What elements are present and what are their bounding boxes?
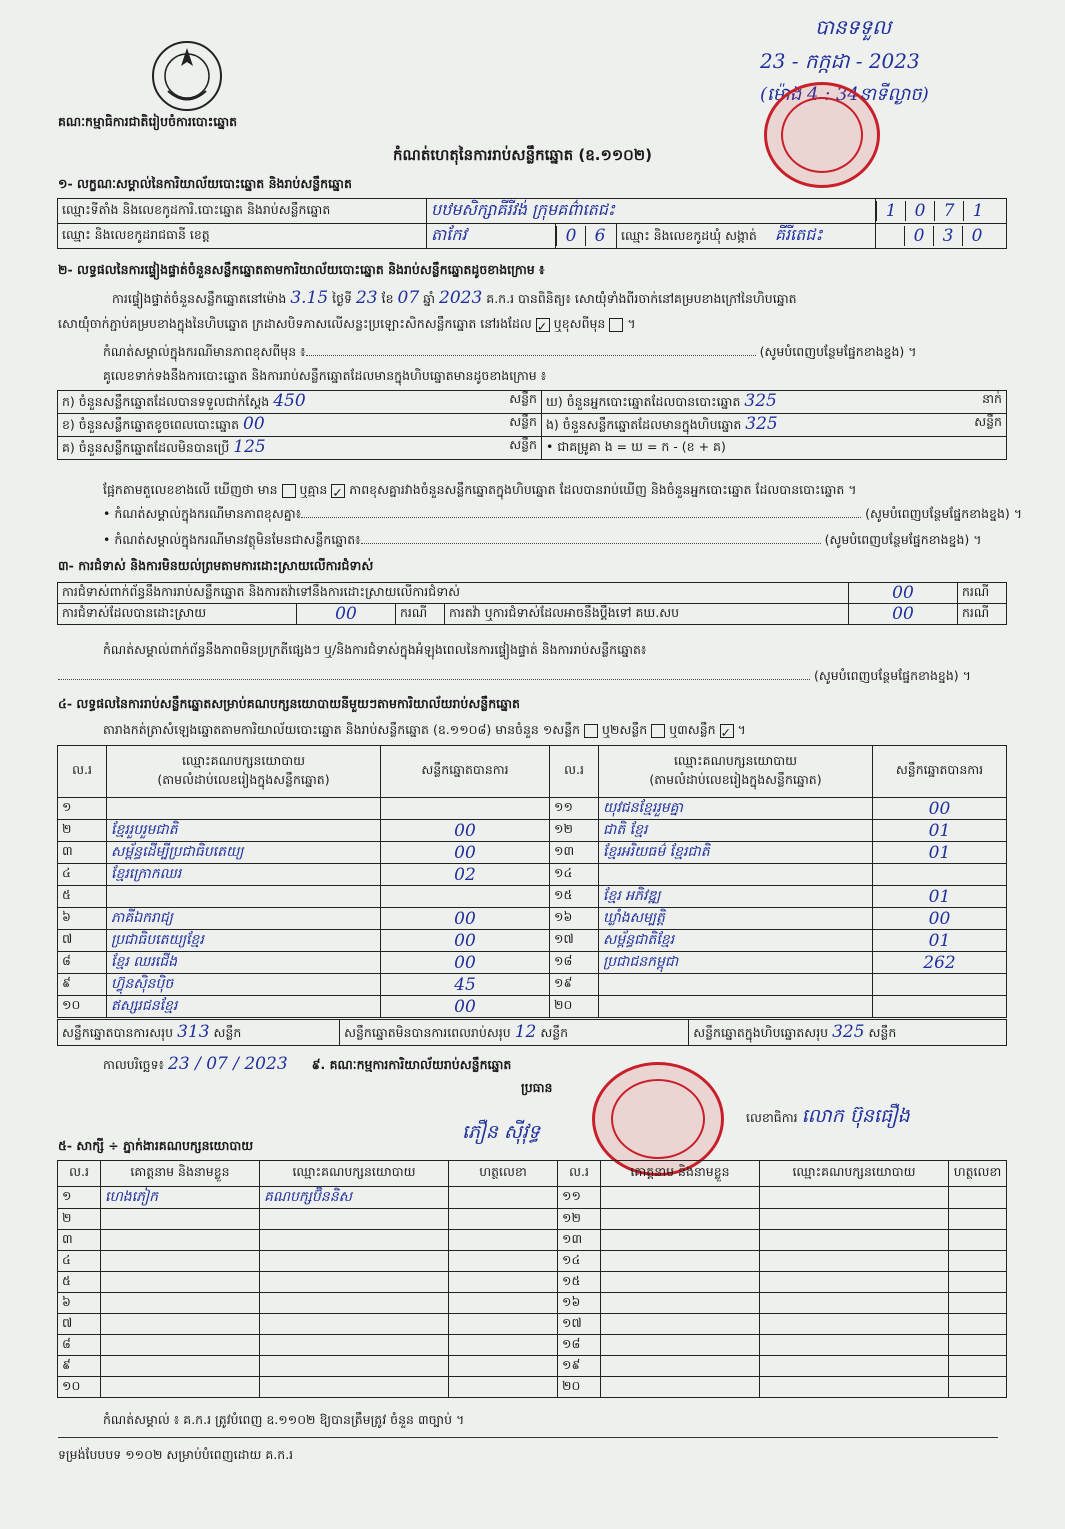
witness-signature [449, 1314, 558, 1335]
vote-count: 00 [381, 908, 550, 930]
chair-label: ប្រធាន [521, 1080, 553, 1095]
party-name [599, 996, 873, 1018]
witness-signature [449, 1377, 558, 1398]
totals-table: សន្លឹកឆ្នោតបានការសរុប 313 សន្លឹក សន្លឹកឆ្នោតមិនបានការពេលរាប់សរុប 12 សន្លឹក សន្លឹកឆ្នោតក្នុងហិបឆ្នោតសរុប 325 សន្លឹក [57, 1019, 1007, 1046]
party-name: ប្រជាធិបតេយ្យខ្មែរ [107, 930, 381, 952]
count-unused: 125 [233, 437, 266, 457]
witness-signature [949, 1314, 1007, 1335]
witness-signature [949, 1187, 1007, 1209]
location-value: បឋមសិក្សាគីរីវង់ ក្រុមគព៌ាតេជះ [427, 199, 876, 224]
witness-row [58, 1377, 1007, 1398]
tally-sheet-line: តារាងកត់ត្រាសំឡេងឆ្នោតតាមការិយាល័យបោះឆ្នោត និងរាប់សន្លឹកឆ្នោត (ឧ.១១០៨) មានចំនួន ១សន្លឹក ឬ២សន្លឹក ឬ៣សន្លឹក ✓ ។ [103, 722, 746, 740]
result-row [58, 820, 1007, 842]
party-name [599, 974, 873, 996]
two-sheets-checkbox[interactable] [651, 724, 665, 738]
objections-table: ការជំទាស់ពាក់ព័ន្ធនឹងការរាប់សន្លឹកឆ្នោត និងការតវ៉ាទៅនឹងការដោះស្រាយលើការជំទាស់ 00 ករណី ការជំទាស់ដែលបានដោះស្រាយ 00 ករណី ការតវ៉ា ឬការជំទាស់ដែលអាចនឹងប្តឹងទៅ គឃ.សប 00 ករណី [57, 582, 1007, 625]
witness-name [601, 1230, 760, 1251]
vote-count: 01 [873, 842, 1007, 864]
witness-row [58, 1335, 1007, 1356]
result-row [58, 996, 1007, 1018]
section1-heading: ១- លក្ខណៈសម្គាល់នៃការិយាល័យបោះឆ្នោត និងរាប់សន្លឹកឆ្នោត [58, 176, 352, 191]
witness-signature [449, 1187, 558, 1209]
result-row [58, 908, 1007, 930]
witness-party [260, 1356, 449, 1377]
witness-name: ហេងភៀក [101, 1187, 260, 1209]
witness-signature [949, 1209, 1007, 1230]
witness-number: ១០ [58, 1377, 101, 1398]
party-number: ១៤ [550, 864, 599, 886]
witness-party [260, 1335, 449, 1356]
commune-label: ឈ្មោះ និងលេខកូដឃុំ សង្កាត់ គីរីតេជះ [617, 224, 876, 249]
vote-count [873, 996, 1007, 1018]
witness-party [760, 1377, 949, 1398]
footer-divider [58, 1437, 998, 1438]
witness-name [101, 1314, 260, 1335]
total-in-box: 325 [832, 1021, 865, 1042]
witness-name [101, 1209, 260, 1230]
result-row [58, 798, 1007, 820]
witness-number: ២០ [558, 1377, 601, 1398]
witness-number: ៩ [58, 1356, 101, 1377]
witness-signature [449, 1251, 558, 1272]
witness-name [101, 1251, 260, 1272]
party-number: ១៩ [550, 974, 599, 996]
official-stamp-icon [764, 82, 880, 188]
vote-count: 01 [873, 820, 1007, 842]
seal-line: សោយ៉ុំចាក់ភ្ជាប់គម្របខាងក្នុងនៃហិបឆ្នោត ក្រដាសបិទភាសលើសន្លះប្រឡោះសិកសន្លឹកឆ្នោត នៅរងដែល ✓ ឬខុសពីមុន ។ [58, 316, 636, 334]
resolved-count: 00 [297, 604, 396, 625]
province-label: ឈ្មោះ និងលេខកូដរាជធានី ខេត្ត [58, 224, 427, 249]
results-table: ល.រ ឈ្មោះគណបក្សនយោបាយ (តាមលំដាប់លេខរៀងក្នុងសន្លឹកឆ្នោត) សន្លឹកឆ្នោតបានការ ល.រ ឈ្មោះគណបក្សនយោបាយ (តាមលំដាប់លេខរៀងក្នុងសន្លឹកឆ្នោត) សន្លឹកឆ្នោតបានការ ១ ១១ យុវជនខ្មែររួមគ្នា 00 ២ ខ្មែររួបរួមជាតិ 00 ១២ ជាតិ ខ្មែរ 01 ៣ សម្ព័ន្ធដើម្បីប្រជាធិបតេយ្យ 00 ១៣ ខ្មែរអរិយធម៌ ខ្មែរជាតិ 01 ៤ ខ្មែរក្រោកឈរ 02 ១៤ ៥ ១៥ ខ្មែរ អភិវឌ្ឍ 01 ៦ ភាគីឯករាជ្យ 00 ១៦ ឃ្លាំងសម្បត្តិ 00 ៧ ប្រជាធិបតេយ្យខ្មែរ 00 ១៧ សម្ព័ន្ធជាតិខ្មែរ 01 ៨ ខ្មែរ ឈរជើង 00 ១៨ ប្រជាជនកម្ពុជា 262 ៩ ហ៊្វុនស៊ិនប៉ិច 45 ១៩ ១០ ឥស្សរជនខ្មែរ 00 ២០ [57, 745, 1007, 1018]
objections-count: 00 [849, 583, 958, 604]
vote-count: 00 [381, 952, 550, 974]
chair-signature: ភឿន ស៊ីវុទ្ធ [462, 1121, 541, 1143]
party-number: ២ [58, 820, 107, 842]
witness-number: ១ [58, 1187, 101, 1209]
location-code: 1 0 7 1 [876, 199, 1007, 224]
one-sheet-checkbox[interactable] [584, 724, 598, 738]
witness-row [58, 1209, 1007, 1230]
vote-count [873, 864, 1007, 886]
witness-signature [449, 1209, 558, 1230]
vote-count: 00 [381, 996, 550, 1018]
witness-name [101, 1377, 260, 1398]
witness-name [101, 1230, 260, 1251]
witness-name [101, 1356, 260, 1377]
witness-name [101, 1335, 260, 1356]
witness-party [260, 1209, 449, 1230]
witness-signature [449, 1230, 558, 1251]
party-name [107, 886, 381, 908]
witness-name [601, 1356, 760, 1377]
witness-name [601, 1187, 760, 1209]
received-date: 23 - កក្កដា - 2023 [760, 49, 920, 73]
witness-party [760, 1251, 949, 1272]
diff-note: កំណត់សម្គាល់ក្នុងករណីមានភាពខុសពីមុន ៖ (សូមបំពេញបន្ថែមផ្នែកខាងខ្នង) ។ [103, 344, 917, 359]
vote-count: 00 [873, 908, 1007, 930]
party-name: ខ្មែរ អភិវឌ្ឍ [599, 886, 873, 908]
party-number: ១៥ [550, 886, 599, 908]
party-name: យុវជនខ្មែររួមគ្នា [599, 798, 873, 820]
national-emblem-icon [148, 36, 226, 114]
witness-number: ១៧ [558, 1314, 601, 1335]
witness-name [601, 1335, 760, 1356]
witness-signature [949, 1230, 1007, 1251]
witness-name [601, 1314, 760, 1335]
witness-number: ១៤ [558, 1251, 601, 1272]
vote-count: 01 [873, 886, 1007, 908]
witness-signature [949, 1335, 1007, 1356]
witness-number: ៤ [58, 1251, 101, 1272]
verification-time: 3.15 [290, 288, 329, 308]
witness-number: ១៥ [558, 1272, 601, 1293]
vote-count: 45 [381, 974, 550, 996]
commission-stamp-icon [592, 1062, 724, 1176]
party-name [107, 798, 381, 820]
verification-line: ការផ្ទៀងផ្ទាត់ចំនួនសន្លឹកឆ្នោតនៅម៉ោង 3.15 ថ្ងៃទី 23 ខែ 07 ឆ្នាំ 2023 គ.ក.រ បានពិនិត្យ៖ សោយ៉ុំទាំងពីរចាក់នៅគម្របខាងក្រៅនៃហិបឆ្នោត [112, 288, 797, 308]
witness-row [58, 1356, 1007, 1377]
witness-name [101, 1272, 260, 1293]
witness-row [58, 1230, 1007, 1251]
witness-party [760, 1335, 949, 1356]
party-name: សម្ព័ន្ធជាតិខ្មែរ [599, 930, 873, 952]
result-row [58, 842, 1007, 864]
witness-party [260, 1272, 449, 1293]
witness-signature [949, 1356, 1007, 1377]
witness-signature [949, 1272, 1007, 1293]
witness-number: ២ [58, 1209, 101, 1230]
result-row [58, 886, 1007, 908]
witness-number: ៦ [58, 1293, 101, 1314]
count-row: ក) ចំនួនសន្លឹកឆ្នោតដែលបានទទួលជាក់ស្តែង 450 សន្លឹក ឃ) ចំនួនអ្នកបោះឆ្នោតដែលបានបោះឆ្នោត 325 នាក់ [58, 391, 1007, 414]
section3-heading: ៣- ការជំទាស់ និងការមិនយល់ព្រមតាមការដោះស្រាយលើការជំទាស់ [58, 558, 374, 573]
party-name: ខ្មែររួបរួមជាតិ [107, 820, 381, 842]
received-label: បានទទួល [815, 15, 892, 39]
commune-code: 0 3 0 [876, 224, 1007, 249]
irregularity-fill: (សូមបំពេញបន្ថែមផ្នែកខាងខ្នង) ។ [58, 668, 971, 687]
result-row [58, 952, 1007, 974]
party-name: ភាគីឯករាជ្យ [107, 908, 381, 930]
witness-signature [449, 1356, 558, 1377]
secretary-signature: លោក ប៊ុនធឿង [801, 1105, 910, 1127]
party-number: ១៦ [550, 908, 599, 930]
vote-count [381, 798, 550, 820]
party-number: ៥ [58, 886, 107, 908]
signing-date: កាលបរិច្ឆេទ៖ 23 / 07 / 2023 ៩. គណៈកម្មការការិយាល័យរាប់សន្លឹកឆ្នោត [103, 1054, 512, 1074]
witness-row [58, 1293, 1007, 1314]
witness-name [601, 1209, 760, 1230]
counts-table [57, 390, 1007, 460]
witness-party [260, 1230, 449, 1251]
vote-count: 01 [873, 930, 1007, 952]
witness-name [101, 1293, 260, 1314]
bullet-note-1: • កំណត់សម្គាល់ក្នុងករណីមានភាពខុសគ្នា៖ (សូមបំពេញបន្ថែមផ្នែកខាងខ្នង) ។ [103, 506, 1022, 521]
verification-year: 2023 [439, 288, 483, 308]
witness-name [601, 1293, 760, 1314]
verification-month: 07 [397, 288, 420, 308]
witness-row [58, 1272, 1007, 1293]
vote-count [873, 974, 1007, 996]
section5-heading: ៥- សាក្សី ÷ ភ្នាក់ងារគណបក្សនយោបាយ [58, 1138, 254, 1153]
witness-number: ៣ [58, 1230, 101, 1251]
witness-party [760, 1187, 949, 1209]
party-name: ប្រជាជនកម្ពុជា [599, 952, 873, 974]
party-name: សម្ព័ន្ធដើម្បីប្រជាធិបតេយ្យ [107, 842, 381, 864]
secretary-line: លេខាធិការ លោក ប៊ុនធឿង [746, 1105, 910, 1127]
verification-day: 23 [355, 288, 378, 308]
form-model: ទម្រង់បែបបទ ១១០២ សម្រាប់បំពេញដោយ គ.ក.រ [58, 1447, 294, 1462]
witness-signature [949, 1251, 1007, 1272]
no-discrepancy-checkbox[interactable]: ✓ [331, 484, 345, 498]
date-value: 23 / 07 / 2023 [168, 1054, 288, 1074]
party-name: ជាតិ ខ្មែរ [599, 820, 873, 842]
witness-signature [449, 1293, 558, 1314]
bullet-note-2: • កំណត់សម្គាល់ក្នុងករណីមានវត្ថុមិនមែនជាសន្លឹកឆ្នោត៖ (សូមបំពេញបន្ថែមផ្នែកខាងខ្នង) ។ [103, 532, 982, 547]
count-row: គ) ចំនួនសន្លឹកឆ្នោតដែលមិនបានប្រើ 125 សន្លឹក • ជាគម្រូគា ង = ឃ = ក - (ខ + គ) [58, 437, 1007, 460]
witness-number: ១២ [558, 1209, 601, 1230]
witness-row [58, 1187, 1007, 1209]
party-number: ១៧ [550, 930, 599, 952]
party-number: ១៣ [550, 842, 599, 864]
witness-number: ៧ [58, 1314, 101, 1335]
witness-party [760, 1314, 949, 1335]
party-number: ៧ [58, 930, 107, 952]
party-number: ២០ [550, 996, 599, 1018]
party-name: ហ៊្វុនស៊ិនប៉ិច [107, 974, 381, 996]
province-value: តាកែវ [427, 224, 556, 249]
witness-party: គណបក្សប៊ិននិស [260, 1187, 449, 1209]
party-name: ខ្មែរក្រោកឈរ [107, 864, 381, 886]
witness-party [260, 1251, 449, 1272]
witness-signature [449, 1272, 558, 1293]
party-name: ខ្មែរ ឈរជើង [107, 952, 381, 974]
result-row [58, 930, 1007, 952]
party-number: ១០ [58, 996, 107, 1018]
party-number: ១៨ [550, 952, 599, 974]
witness-number: ១៨ [558, 1335, 601, 1356]
vote-count: 00 [381, 930, 550, 952]
witness-number: ១៣ [558, 1230, 601, 1251]
witness-number: ១៩ [558, 1356, 601, 1377]
witness-number: ៥ [58, 1272, 101, 1293]
witness-name [601, 1251, 760, 1272]
party-number: ១២ [550, 820, 599, 842]
three-sheets-checkbox[interactable]: ✓ [720, 724, 734, 738]
vote-count: 02 [381, 864, 550, 886]
witness-party [260, 1314, 449, 1335]
witness-table: ល.រ គោត្តនាម និងនាមខ្លួន ឈ្មោះគណបក្សនយោបាយ ហត្ថលេខា ល.រ គោត្តនាម និងនាមខ្លួន ឈ្មោះគណបក្សនយោបាយ ហត្ថលេខា ១ ហេងភៀក គណបក្សប៊ិននិស ១១ ២ ១២ ៣ ១៣ ៤ ១៤ ៥ ១៥ ៦ ១៦ ៧ ១៧ ៨ ១៨ ៩ ១៩ ១០ ២០ [57, 1160, 1007, 1398]
vote-count [381, 886, 550, 908]
party-number: ៤ [58, 864, 107, 886]
party-number: ១ [58, 798, 107, 820]
witness-row [58, 1251, 1007, 1272]
footer-note: កំណត់សម្គាល់ ៖ គ.ក.រ ត្រូវបំពេញ ឧ.១១០២ ឱ្យបានត្រឹមត្រូវ ចំនួន ៣ច្បាប់ ។ [103, 1412, 465, 1427]
section4-heading: ៤- លទ្ធផលនៃការរាប់សន្លឹកឆ្នោតសម្រាប់គណបក្សនយោបាយនីមួយៗតាមការិយាល័យរាប់សន្លឹកឆ្នោត [58, 696, 520, 711]
party-number: ៨ [58, 952, 107, 974]
province-code: 0 6 [556, 224, 617, 249]
witness-party [260, 1377, 449, 1398]
changed-checkbox[interactable] [609, 318, 623, 332]
intact-checkbox[interactable]: ✓ [536, 318, 550, 332]
count-spoiled: 00 [243, 414, 265, 434]
vote-count: 00 [381, 842, 550, 864]
witness-name [601, 1377, 760, 1398]
count-voters: 325 [744, 391, 777, 411]
appeal-count: 00 [849, 604, 958, 625]
figures-intro: គូលេខទាក់ទងនឹងការបោះឆ្នោត និងការរាប់សន្លឹកឆ្នោតដែលមានក្នុងហិបឆ្នោតមានដូចខាងក្រោម ៖ [103, 368, 547, 383]
party-name: ឃ្លាំងសម្បត្តិ [599, 908, 873, 930]
vote-count: 00 [381, 820, 550, 842]
vote-count: 00 [873, 798, 1007, 820]
count-in-box: 325 [745, 414, 778, 434]
witness-signature [949, 1377, 1007, 1398]
vote-count: 262 [873, 952, 1007, 974]
witness-party [760, 1230, 949, 1251]
commission-name: គណៈកម្មាធិការជាតិរៀបចំការបោះឆ្នោត [58, 114, 238, 129]
party-name: ឥស្សរជនខ្មែរ [107, 996, 381, 1018]
location-label: ឈ្មោះទីតាំង និងលេខកូដការិ.បោះឆ្នោត និងរាប់សន្លឹកឆ្នោត [58, 199, 427, 224]
form-title: កំណត់ហេតុនៃការរាប់សន្លឹកឆ្នោត (ឧ.១១០២) [393, 146, 653, 164]
count-received: 450 [273, 391, 306, 411]
witness-number: ១១ [558, 1187, 601, 1209]
witness-signature [949, 1293, 1007, 1314]
party-number: ៣ [58, 842, 107, 864]
result-row [58, 974, 1007, 996]
witness-party [760, 1209, 949, 1230]
party-number: ៩ [58, 974, 107, 996]
party-name [599, 864, 873, 886]
section2-heading: ២- លទ្ធផលនៃការផ្ទៀងផ្ទាត់ចំនួនសន្លឹកឆ្នោតតាមការិយាល័យបោះឆ្នោត និងរាប់សន្លឹកឆ្នោតដូចខាងក្រោម ៖ [58, 262, 545, 277]
formula: • ជាគម្រូគា ង = ឃ = ក - (ខ + គ) [542, 437, 1007, 460]
witness-name [601, 1272, 760, 1293]
count-row: ខ) ចំនួនសន្លឹកឆ្នោតខូចពេលបោះឆ្នោត 00 សន្លឹក ង) ចំនួនសន្លឹកឆ្នោតដែលមានក្នុងហិបឆ្នោត 325 សន្លឹក [58, 414, 1007, 437]
party-number: ៦ [58, 908, 107, 930]
witness-number: ៨ [58, 1335, 101, 1356]
witness-row [58, 1314, 1007, 1335]
witness-party [260, 1293, 449, 1314]
discrepancy-line: ផ្អែកតាមតួលេខខាងលើ ឃើញថា មាន ឬគ្មាន ✓ ភាពខុសគ្នារវាងចំនួនសន្លឹកឆ្នោតក្នុងហិបឆ្នោត ដែលបានរាប់ឃើញ និងចំនួនអ្នកបោះឆ្នោត ដែលបានបោះឆ្នោត ។ [103, 482, 857, 500]
witness-party [760, 1272, 949, 1293]
party-name: ខ្មែរអរិយធម៌ ខ្មែរជាតិ [599, 842, 873, 864]
result-row [58, 864, 1007, 886]
witness-party [760, 1356, 949, 1377]
total-invalid: 12 [514, 1021, 537, 1042]
irregularity-note: កំណត់សម្គាល់ពាក់ព័ន្ធនឹងភាពមិនប្រក្រតីផ្សេងៗ ឬ/និងការជំទាស់ក្នុងអំឡុងពេលនៃការផ្ទៀងផ្ទាត់ និងការរាប់សន្លឹកឆ្នោត៖ [103, 642, 647, 657]
witness-party [760, 1293, 949, 1314]
has-discrepancy-checkbox[interactable] [282, 484, 296, 498]
witness-number: ១៦ [558, 1293, 601, 1314]
section1-table [57, 198, 1007, 249]
witness-signature [449, 1335, 558, 1356]
party-number: ១១ [550, 798, 599, 820]
received-time: (ម៉ោង 4 : 34នាទីល្ងាច) [760, 84, 929, 105]
total-valid: 313 [177, 1021, 210, 1042]
